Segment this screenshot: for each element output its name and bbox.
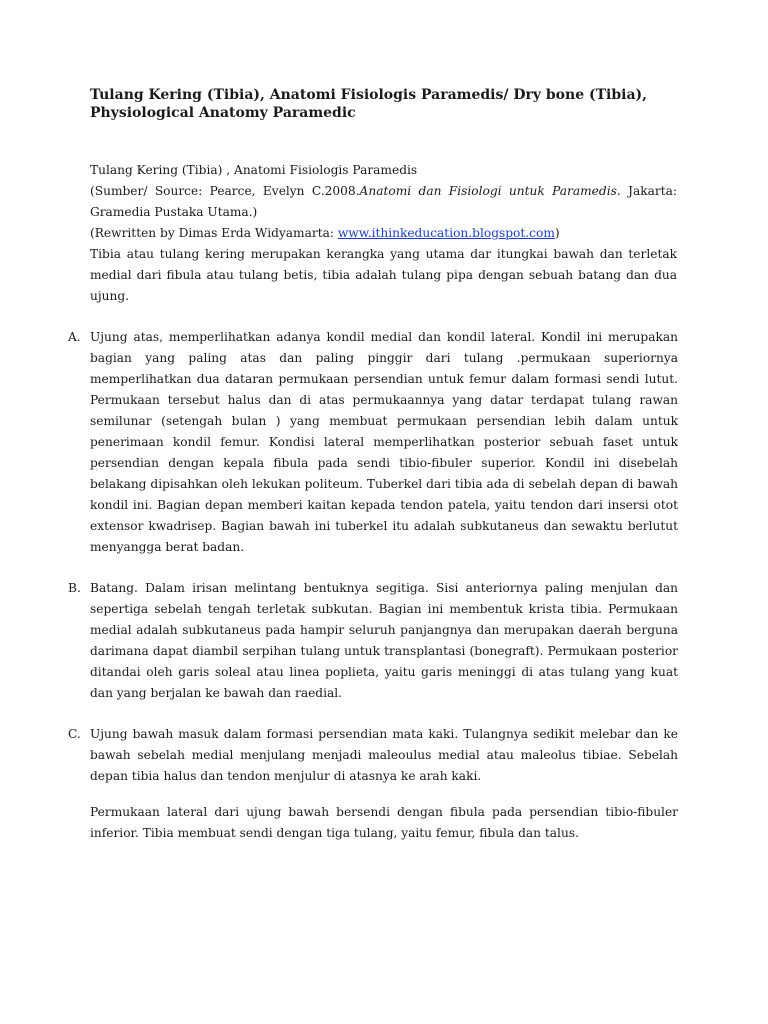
source-publisher: Gramedia Pustaka Utama.)	[90, 205, 258, 219]
rewritten-line	[90, 223, 677, 244]
title-line-1: Tulang Kering (Tibia), Anatomi Fisiologis Paramedis/ Dry bone (Tibia),	[90, 87, 648, 103]
list-item-text: Ujung atas, memperlihatkan adanya kondil medial dan kondil lateral. Kondil ini merupakan bagian yang paling atas dan paling pinggir dari tulang .permukaan superiornya memperlihatkan dua dataran permukaan persendian untuk femur dalam formasi sendi lutut. Permukaan tersebut halus dan di atas permukaannya yang datar terdapat tulang rawan semilunar (setengah bulan ) yang membuat permukaan persendian lebih dalam untuk penerimaan kondil femur. Kondisi lateral memperlihatkan posterior sebuah faset untuk persendian dengan kepala fibula pada sendi tibio-fibuler superior. Kondil ini disebelah belakang dipisahkan oleh lekukan politeum. Tuberkel dari tibia ada di sebelah depan di bawah kondil ini. Bagian depan memberi kaitan kepada tendon patela, yaitu tendon dari insersi otot extensor kwadrisep. Bagian bawah ini tuberkel itu adalah subkutaneus dan sewaktu berlutut menyangga berat badan.	[90, 330, 678, 554]
blog-link[interactable]: www.ithinkeducation.blogspot.com	[337, 226, 555, 240]
source-prefix: (Sumber/ Source: Pearce, Evelyn C.2008.	[90, 184, 360, 198]
list-marker: C.	[68, 727, 81, 741]
title-line-2: Physiological Anatomy Paramedic	[90, 105, 356, 121]
source-line	[90, 181, 677, 202]
source-suffix: . Jakarta:	[616, 184, 677, 198]
rewritten-prefix: (Rewritten by Dimas Erda Widyamarta:	[90, 226, 338, 240]
intro-paragraph: Tibia atau tulang kering merupakan kerangka yang utama dar itungkai bawah dan terletak medial dari fibula atau tulang betis, tibia adalah tulang pipa dengan sebuah batang dan dua ujung.	[90, 247, 677, 303]
list-item-c	[68, 724, 678, 844]
source-book-title: Anatomi dan Fisiologi untuk Paramedis	[359, 184, 617, 198]
section-list	[68, 327, 678, 844]
list-marker: B.	[68, 581, 81, 595]
list-item-b	[68, 578, 678, 704]
rewritten-suffix: )	[554, 226, 560, 240]
subtitle: Tulang Kering (Tibia) , Anatomi Fisiologis Paramedis	[90, 163, 418, 177]
document-title	[90, 86, 690, 122]
list-item-text: Batang. Dalam irisan melintang bentuknya segitiga. Sisi anteriornya paling menjulan dan sepertiga sebelah tengah terletak subkutan. Bagian ini membentuk krista tibia. Permukaan medial adalah subkutaneus pada hampir seluruh panjangnya dan merupakan daerah berguna darimana dapat diambil serpihan tulang untuk transplantasi (bonegraft). Permukaan posterior ditandai oleh garis soleal atau linea poplieta, yaitu garis meninggi di atas tulang yang kuat dan yang berjalan ke bawah dan raedial.	[90, 581, 678, 700]
intro-block	[90, 160, 677, 307]
list-item-a	[68, 327, 678, 558]
list-item-text: Ujung bawah masuk dalam formasi persendian mata kaki. Tulangnya sedikit melebar dan ke bawah sebelah medial menjulang menjadi maleoulus medial atau maleolus tibiae. Sebelah depan tibia halus dan tendon menjulur di atasnya ke arah kaki.	[90, 727, 678, 783]
list-marker: A.	[68, 330, 81, 344]
list-item-extra-paragraph: Permukaan lateral dari ujung bawah bersendi dengan fibula pada persendian tibio-fibuler inferior. Tibia membuat sendi dengan tiga tulang, yaitu femur, fibula dan talus.	[90, 805, 678, 840]
